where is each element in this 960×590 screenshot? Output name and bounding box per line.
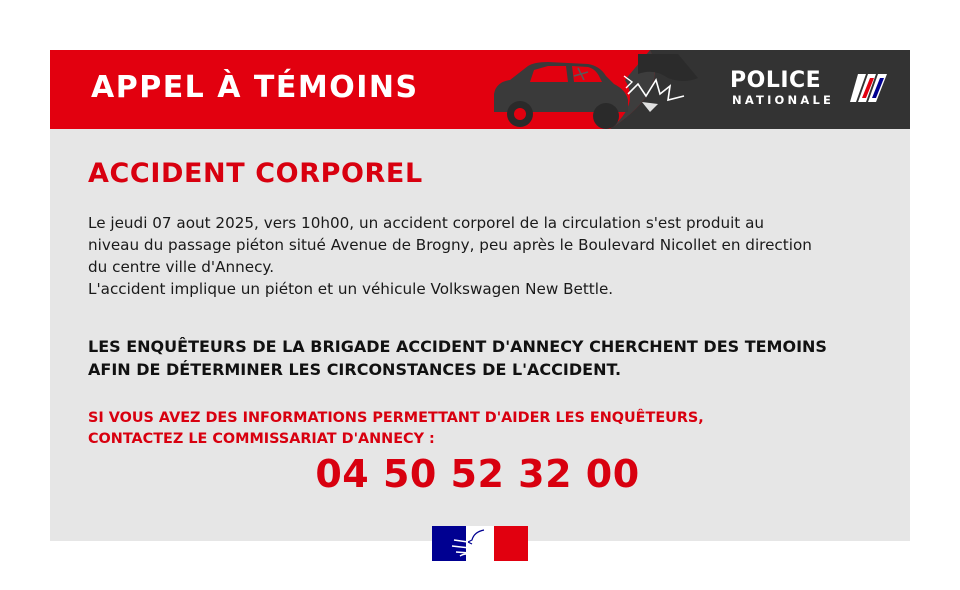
crashed-car-icon <box>488 54 708 129</box>
nationale-logo-word: NATIONALE <box>732 93 835 107</box>
header-banner <box>50 50 910 129</box>
phone-number[interactable]: 04 50 52 32 00 <box>315 452 640 496</box>
description-line: niveau du passage piéton situé Avenue de Brogny, peu après le Boulevard Nicollet en direction <box>88 236 812 254</box>
appeal-card <box>50 50 910 541</box>
description-line: du centre ville d'Annecy. <box>88 258 275 276</box>
banner-title: APPEL À TÉMOINS <box>91 70 419 105</box>
notice-line: AFIN DE DÉTERMINER LES CIRCONSTANCES DE L'ACCIDENT. <box>88 360 622 379</box>
notice-line: LES ENQUÊTEURS DE LA BRIGADE ACCIDENT D'ANNECY CHERCHENT DES TEMOINS <box>88 337 827 356</box>
contact-line: CONTACTEZ LE COMMISSARIAT D'ANNECY : <box>88 431 435 447</box>
police-tricolor-stripes-icon <box>850 72 888 104</box>
police-nationale-logo <box>730 70 890 110</box>
contact-line: SI VOUS AVEZ DES INFORMATIONS PERMETTANT D'AIDER LES ENQUÊTEURS, <box>88 410 704 426</box>
description-line: Le jeudi 07 aout 2025, vers 10h00, un accident corporel de la circulation s'est produit au <box>88 214 765 232</box>
accident-heading: ACCIDENT CORPOREL <box>88 158 423 189</box>
contact-instructions <box>88 408 888 450</box>
police-logo-word: POLICE <box>730 68 822 93</box>
incident-description <box>88 212 888 300</box>
description-line: L'accident implique un piéton et un véhicule Volkswagen New Bettle. <box>88 280 614 298</box>
investigators-notice <box>88 335 898 381</box>
marianne-republique-francaise-icon <box>432 526 528 561</box>
